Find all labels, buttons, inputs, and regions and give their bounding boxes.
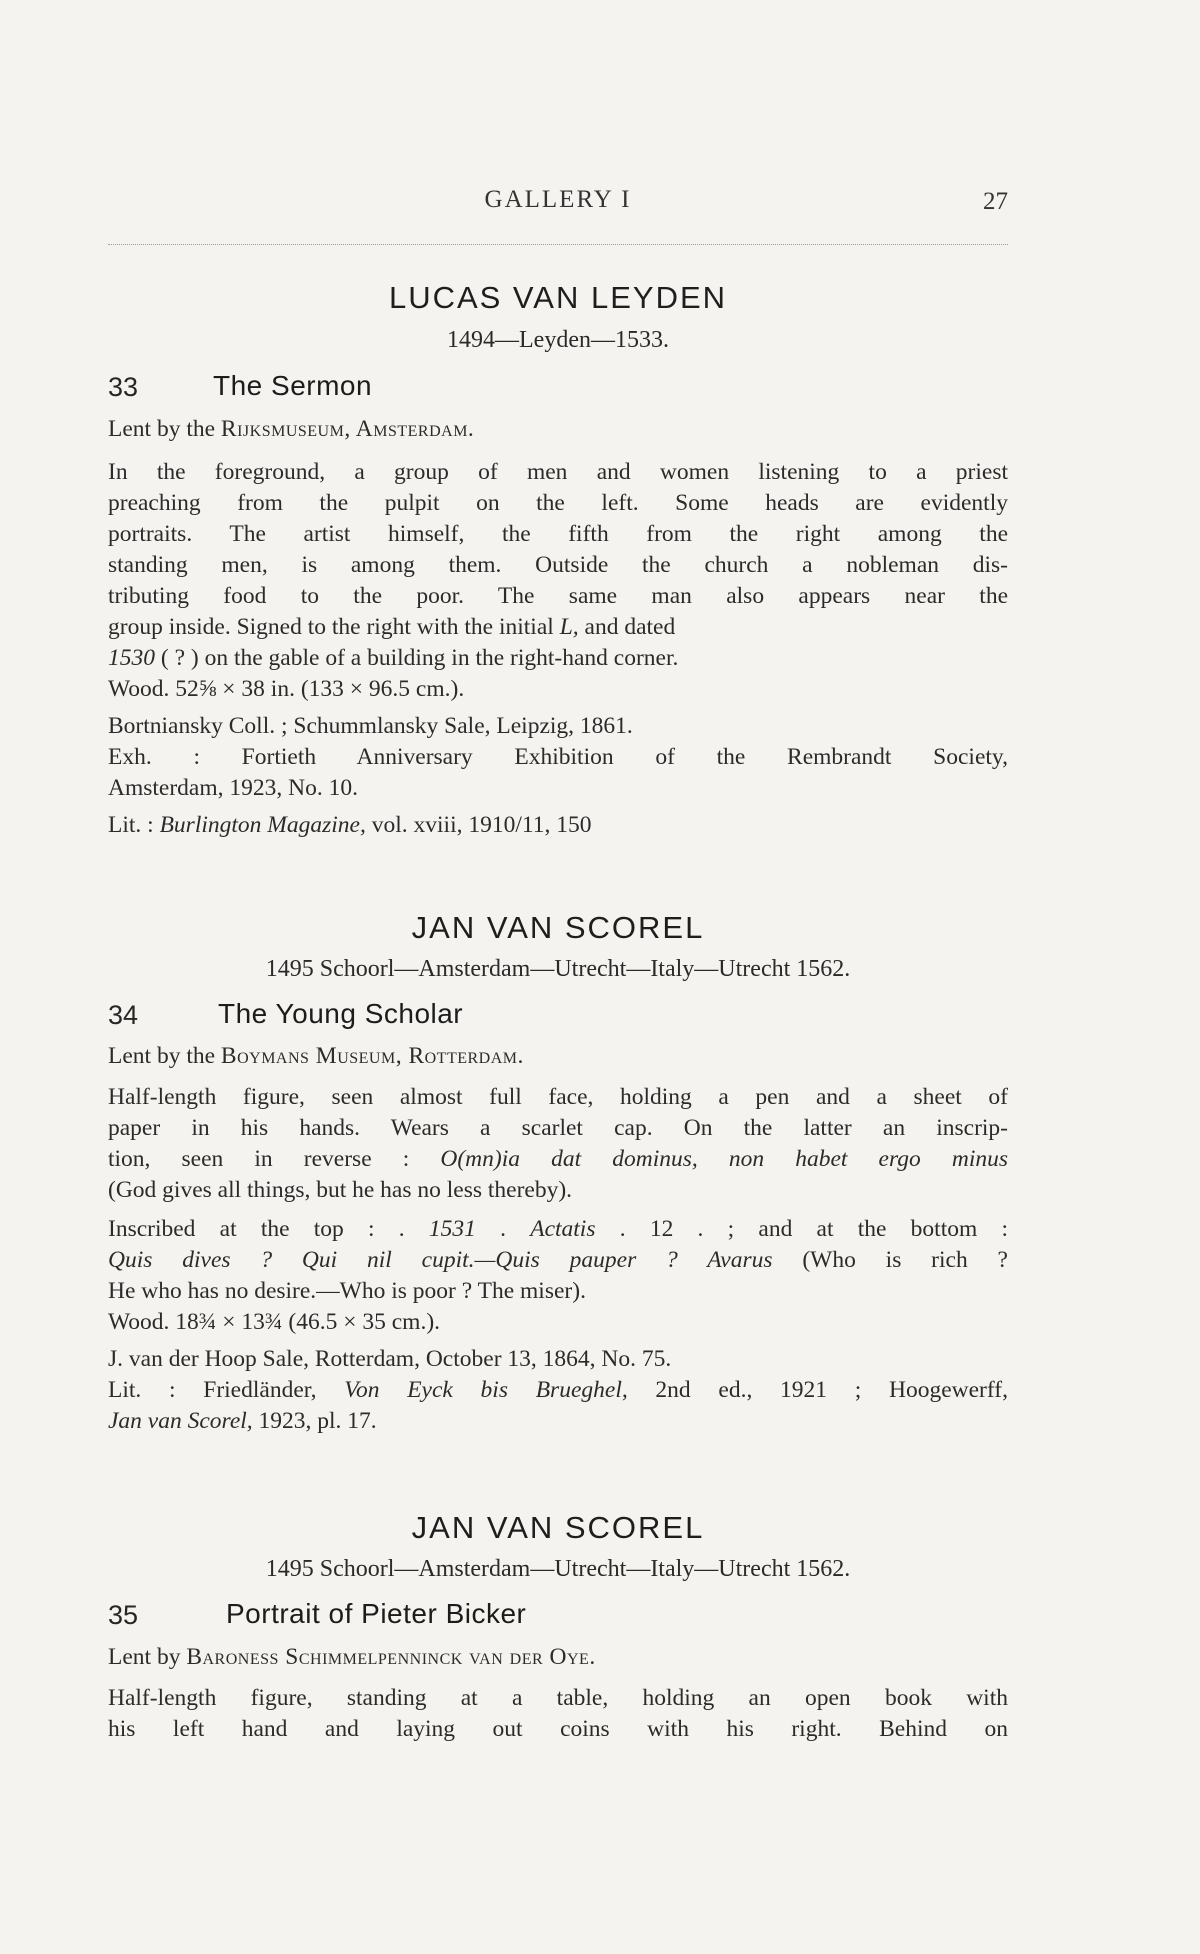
signed-date: 1530 (108, 645, 155, 671)
inscribed-prefix: Inscribed at the top : . (108, 1216, 429, 1242)
date-query: ( ? ) (155, 645, 205, 671)
description-line (108, 1144, 1008, 1175)
inscribed-aetatis: Actatis (530, 1216, 596, 1242)
lender-line (108, 1642, 1008, 1673)
header-divider (108, 244, 1008, 245)
medium-line: Wood. 52⅝ × 38 in. (133 × 96.5 cm.). (108, 676, 465, 702)
entry-heading (108, 1000, 1008, 1036)
description-line: his left hand and laying out coins with his right. Behind on (108, 1716, 1008, 1742)
description-line: Half-length figure, seen almost full face, holding a pen and a sheet of (108, 1084, 1008, 1110)
book-title: Jan van Scorel, (108, 1408, 253, 1434)
entry-number: 34 (108, 1000, 139, 1030)
latin-motto: Quis dives ? Qui nil cupit.—Quis pauper ? Avarus (108, 1247, 773, 1273)
description-line: (God gives all things, but he has no less thereby). (108, 1177, 573, 1203)
inscribed-age: . 12 . ; and at the bottom : (595, 1216, 1009, 1242)
journal-title: Burlington Magazine, (159, 812, 366, 838)
literature-line (108, 1406, 1008, 1437)
artist-dates: 1495 Schoorl—Amsterdam—Utrecht—Italy—Utrecht 1562. (265, 956, 851, 982)
entry-heading (108, 372, 1008, 408)
book-title: Von Eyck bis Brueghel, (344, 1377, 628, 1403)
medium-line: Wood. 18¾ × 13¾ (46.5 × 35 cm.). (108, 1309, 441, 1335)
description-line: paper in his hands. Wears a scarlet cap. On the latter an inscrip- (108, 1115, 1008, 1141)
inscribed-line (108, 1214, 1008, 1245)
description-line (108, 612, 1008, 643)
reverse-inscription: O(mn)ia dat dominus, non habet ergo minus (440, 1146, 1008, 1172)
artist-dates: 1495 Schoorl—Amsterdam—Utrecht—Italy—Utrecht 1562. (265, 1556, 851, 1582)
page-number: 27 (983, 188, 1008, 215)
lender-prefix: Lent by the (108, 1043, 221, 1069)
entry-title: The Young Scholar (218, 998, 464, 1029)
entry-33-body (108, 414, 1008, 841)
literature-line (108, 1375, 1008, 1406)
lender-line (108, 414, 1008, 445)
lit-end: 1923, pl. 17. (252, 1408, 377, 1434)
lit-prefix: Lit. : Friedländer, (108, 1377, 345, 1403)
artist-heading: LUCAS VAN LEYDEN (388, 280, 728, 315)
inscribed-line (108, 1245, 1008, 1276)
entry-35-body (108, 1642, 1008, 1745)
signature-text: group inside. Signed to the right with the initial (108, 614, 554, 640)
provenance-line: J. van der Hoop Sale, Rotterdam, October 13, 1864, No. 75. (108, 1346, 672, 1372)
dated-text: and dated (578, 614, 676, 640)
lit-prefix: Lit. : (108, 812, 160, 838)
artist-heading: JAN VAN SCOREL (411, 910, 705, 945)
lender-name: Baroness Schimmelpenninck van der Oye. (186, 1644, 596, 1670)
provenance-line: Bortniansky Coll. ; Schummlansky Sale, Leipzig, 1861. (108, 713, 633, 739)
description-line: preaching from the pulpit on the left. Some heads are evidently (108, 490, 1008, 516)
lit-rest: vol. xviii, 1910/11, 150 (365, 812, 592, 838)
lender-name: Boymans Museum, Rotterdam. (220, 1043, 524, 1069)
inscribed-sep: . (475, 1216, 531, 1242)
description-line: In the foreground, a group of men and women listening to a priest (108, 459, 1008, 485)
description-line: standing men, is among them. Outside the church a nobleman dis- (108, 552, 1008, 578)
inscribed-line: He who has no desire.—Who is poor ? The miser). (108, 1278, 586, 1304)
lit-mid: 2nd ed., 1921 ; Hoogewerff, (627, 1377, 1008, 1403)
artist-dates: 1494—Leyden—1533. (447, 327, 669, 353)
signature-initial: L, (559, 614, 579, 640)
entry-number: 35 (108, 1600, 139, 1630)
entry-title: The Sermon (213, 370, 373, 401)
description-line (108, 643, 1008, 674)
exhibition-line: Exh. : Fortieth Anniversary Exhibition of the Rembrandt Society, (108, 744, 1008, 770)
artist-heading: JAN VAN SCOREL (411, 1510, 705, 1545)
entry-heading (108, 1600, 1008, 1636)
lender-name: Rijksmuseum, Amsterdam. (220, 416, 475, 442)
inscribed-year: 1531 (428, 1216, 476, 1242)
translation-start: (Who is rich ? (772, 1247, 1008, 1273)
lender-line (108, 1041, 1008, 1072)
lender-prefix: Lent by (108, 1644, 187, 1670)
running-head (108, 186, 1008, 226)
literature-line (108, 810, 1008, 841)
reverse-intro: tion, seen in reverse : (108, 1146, 410, 1172)
description-line: Half-length figure, standing at a table, holding an open book with (108, 1685, 1008, 1711)
description-line: portraits. The artist himself, the fifth from the right among the (108, 521, 1008, 547)
description-line: tributing food to the poor. The same man also appears near the (108, 583, 1008, 609)
entry-number: 33 (108, 372, 139, 402)
entry-title: Portrait of Pieter Bicker (226, 1598, 527, 1629)
lender-prefix: Lent by the (108, 416, 221, 442)
exhibition-line: Amsterdam, 1923, No. 10. (108, 775, 358, 801)
gable-text: on the gable of a building in the right-hand corner. (204, 645, 679, 671)
running-title: GALLERY I (484, 186, 632, 213)
entry-34-body (108, 1041, 1008, 1437)
